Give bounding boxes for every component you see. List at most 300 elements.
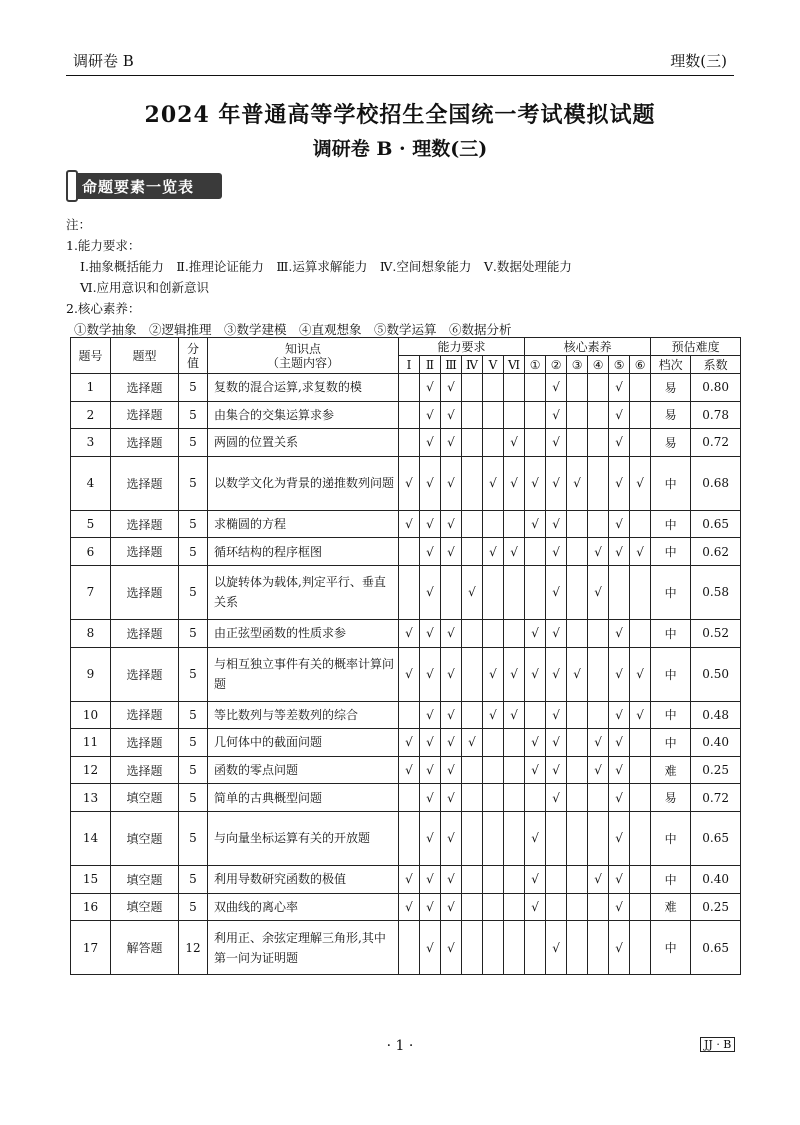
question-score: 5 [179,647,208,701]
question-score: 5 [179,510,208,538]
table-row [71,756,741,784]
core-check: √ [525,510,546,538]
question-type: 选择题 [111,729,179,757]
ability-check: √ [462,729,483,757]
ability-header: 能力要求 [399,338,525,356]
table-row [71,374,741,402]
table-row [71,647,741,701]
core-check [567,811,588,865]
ability-check [462,647,483,701]
table-body [71,374,741,975]
ability-check [504,921,525,975]
ability-check: √ [441,729,462,757]
notes-section [66,214,746,340]
ability-check [504,784,525,812]
header-right: 理数(三) [670,52,727,70]
question-score: 12 [179,921,208,975]
core-check: √ [588,565,609,619]
ability-check: √ [399,510,420,538]
question-type: 填空题 [111,865,179,893]
core-check: √ [588,538,609,566]
core-check: √ [630,647,651,701]
knowledge-point: 循环结构的程序框图 [208,538,399,566]
difficulty-coef: 0.65 [691,921,741,975]
core-check [630,921,651,975]
core-check [609,565,630,619]
ability-check [462,374,483,402]
core-check: √ [546,619,567,647]
core-check: √ [609,701,630,729]
core-check [525,701,546,729]
ability-check: √ [504,701,525,729]
core-heading: 2.核心素养： [66,301,141,316]
knowledge-point: 复数的混合运算,求复数的模 [208,374,399,402]
question-score: 5 [179,784,208,812]
question-number: 13 [71,784,111,812]
difficulty-level: 易 [651,374,691,402]
difficulty-level: 中 [651,921,691,975]
core-check [525,921,546,975]
question-type: 填空题 [111,893,179,921]
difficulty-coef: 0.78 [691,401,741,429]
question-score: 5 [179,456,208,510]
core-check: √ [588,865,609,893]
ability-check: √ [441,921,462,975]
core-col-header: ① [525,356,546,374]
ability-check: √ [504,647,525,701]
ability-check: √ [441,619,462,647]
core-check: √ [546,456,567,510]
ability-check [399,811,420,865]
ability-check: √ [420,921,441,975]
core-check [567,921,588,975]
ability-check: √ [462,565,483,619]
ability-check [483,921,504,975]
col-num-header: 题号 [71,338,111,374]
ability-check: √ [399,865,420,893]
ability-check [483,865,504,893]
core-check: √ [546,510,567,538]
core-check: √ [525,619,546,647]
core-check [630,565,651,619]
question-number: 6 [71,538,111,566]
core-col-header: ⑥ [630,356,651,374]
core-check [630,756,651,784]
core-check: √ [609,374,630,402]
difficulty-coef: 0.40 [691,729,741,757]
col-kp-header [208,338,399,374]
table-row [71,456,741,510]
ability-check [462,893,483,921]
core-check: √ [609,784,630,812]
core-check: √ [525,865,546,893]
question-type: 选择题 [111,701,179,729]
difficulty-coef: 0.40 [691,865,741,893]
difficulty-level: 易 [651,429,691,457]
difficulty-coef: 0.72 [691,429,741,457]
core-check [567,565,588,619]
ability-check [399,374,420,402]
difficulty-level: 易 [651,784,691,812]
question-number: 11 [71,729,111,757]
question-score: 5 [179,893,208,921]
ability-check [504,401,525,429]
difficulty-level: 中 [651,865,691,893]
core-check [567,701,588,729]
difficulty-coef: 0.80 [691,374,741,402]
question-type: 选择题 [111,756,179,784]
core-check [567,865,588,893]
question-type: 填空题 [111,784,179,812]
difficulty-coef: 0.25 [691,756,741,784]
core-check: √ [630,538,651,566]
question-score: 5 [179,538,208,566]
notes-label: 注： [66,217,92,232]
knowledge-point: 以旋转体为载体,判定平行、垂直关系 [208,565,399,619]
core-check [567,401,588,429]
core-col-header: ② [546,356,567,374]
core-check: √ [546,429,567,457]
ability-check: √ [483,456,504,510]
ability-check [483,729,504,757]
ability-line-1: Ⅰ.抽象概括能力 Ⅱ.推理论证能力 Ⅲ.运算求解能力 Ⅳ.空间想象能力 Ⅴ.数据处理能力 [80,259,572,274]
kp-header-a: 知识点 [284,341,321,356]
core-check: √ [609,538,630,566]
core-check [588,374,609,402]
core-check [588,921,609,975]
ability-check: √ [420,729,441,757]
difficulty-level: 难 [651,756,691,784]
core-check [630,510,651,538]
question-number: 15 [71,865,111,893]
score-header-b: 值 [186,355,199,370]
core-check [525,374,546,402]
banner-label: 命题要素一览表 [82,178,195,196]
question-number: 7 [71,565,111,619]
difficulty-coef: 0.65 [691,811,741,865]
ability-check [462,921,483,975]
table-row [71,538,741,566]
knowledge-point: 由集合的交集运算求参 [208,401,399,429]
core-check [567,538,588,566]
difficulty-coef: 0.62 [691,538,741,566]
question-type: 填空题 [111,811,179,865]
question-number: 5 [71,510,111,538]
core-check: √ [546,374,567,402]
ability-check: √ [483,538,504,566]
core-check: √ [609,756,630,784]
knowledge-point: 以数学文化为背景的递推数列问题 [208,456,399,510]
ability-heading: 1.能力要求： [66,238,141,253]
core-check: √ [567,456,588,510]
ability-check [462,429,483,457]
ability-check [483,401,504,429]
ability-check [462,456,483,510]
ability-check [399,565,420,619]
core-check: √ [609,456,630,510]
knowledge-point: 几何体中的截面问题 [208,729,399,757]
ability-check [504,729,525,757]
difficulty-coef: 0.68 [691,456,741,510]
ability-check: √ [420,565,441,619]
ability-check: √ [504,429,525,457]
core-check: √ [609,893,630,921]
core-check: √ [525,811,546,865]
knowledge-point: 由正弦型函数的性质求参 [208,619,399,647]
question-type: 选择题 [111,619,179,647]
core-check [567,510,588,538]
core-check [546,811,567,865]
ability-check [504,619,525,647]
core-check [525,565,546,619]
core-check [630,893,651,921]
ability-check: √ [420,374,441,402]
score-header-a: 分 [186,341,199,356]
page-number: · 1 · [386,1038,414,1054]
ability-check [462,756,483,784]
question-score: 5 [179,401,208,429]
table-row [71,510,741,538]
core-check: √ [546,565,567,619]
ability-check: √ [441,538,462,566]
core-check: √ [525,647,546,701]
ability-check [399,701,420,729]
difficulty-level: 易 [651,401,691,429]
question-score: 5 [179,811,208,865]
core-check [567,784,588,812]
ability-check: √ [420,701,441,729]
ability-check [462,811,483,865]
table-row [71,565,741,619]
question-number: 17 [71,921,111,975]
core-col-header: ④ [588,356,609,374]
ability-check [462,619,483,647]
ability-check: √ [420,865,441,893]
core-check: √ [525,729,546,757]
question-type: 解答题 [111,921,179,975]
ability-col-header: Ⅵ [504,356,525,374]
difficulty-coef: 0.52 [691,619,741,647]
table-row [71,784,741,812]
core-check [567,374,588,402]
ability-col-header: Ⅳ [462,356,483,374]
ability-check [399,921,420,975]
ability-check: √ [420,538,441,566]
core-check [588,893,609,921]
core-check [588,456,609,510]
table-row [71,893,741,921]
page-subtitle: 调研卷 B · 理数(三) [312,138,488,160]
section-banner [66,170,226,202]
question-number: 9 [71,647,111,701]
core-check: √ [609,921,630,975]
question-score: 5 [179,619,208,647]
question-score: 5 [179,865,208,893]
ability-check [399,401,420,429]
question-type: 选择题 [111,647,179,701]
core-check [525,429,546,457]
table-row [71,729,741,757]
ability-check: √ [441,784,462,812]
core-check [588,429,609,457]
ability-check: √ [441,401,462,429]
ability-check: √ [420,784,441,812]
question-number: 14 [71,811,111,865]
core-check: √ [609,619,630,647]
core-check [588,619,609,647]
ability-check: √ [420,456,441,510]
ability-check: √ [420,429,441,457]
requirements-table [70,337,741,975]
core-check [546,865,567,893]
ability-check: √ [441,756,462,784]
core-check: √ [525,893,546,921]
difficulty-header: 预估难度 [651,338,741,356]
difficulty-level: 中 [651,729,691,757]
ability-check: √ [441,865,462,893]
ability-check [462,701,483,729]
core-check [525,784,546,812]
question-number: 10 [71,701,111,729]
core-check: √ [546,538,567,566]
ability-check [504,565,525,619]
ability-check: √ [441,701,462,729]
ability-check [483,565,504,619]
ability-check: √ [420,811,441,865]
core-check: √ [609,729,630,757]
ability-check [462,510,483,538]
core-line: ①数学抽象 ②逻辑推理 ③数学建模 ④直观想象 ⑤数学运算 ⑥数据分析 [74,322,512,337]
ability-check: √ [399,729,420,757]
ability-check: √ [441,893,462,921]
ability-check: √ [504,456,525,510]
core-check: √ [630,456,651,510]
difficulty-level: 中 [651,701,691,729]
knowledge-point: 利用导数研究函数的极值 [208,865,399,893]
ability-check: √ [420,647,441,701]
ability-check: √ [420,619,441,647]
ability-check: √ [441,456,462,510]
core-check: √ [609,865,630,893]
ability-check: √ [441,647,462,701]
ability-check [483,893,504,921]
question-type: 选择题 [111,456,179,510]
core-check: √ [567,647,588,701]
ability-check [483,811,504,865]
col-type-header: 题型 [111,338,179,374]
knowledge-point: 双曲线的离心率 [208,893,399,921]
coef-header: 系数 [691,356,741,374]
question-score: 5 [179,729,208,757]
ability-check: √ [441,510,462,538]
ability-check [483,784,504,812]
difficulty-coef: 0.48 [691,701,741,729]
core-check: √ [546,701,567,729]
core-col-header: ⑤ [609,356,630,374]
question-type: 选择题 [111,401,179,429]
ability-check: √ [399,619,420,647]
knowledge-point: 求椭圆的方程 [208,510,399,538]
kp-header-b: （主题内容） [266,355,339,370]
ability-check [504,510,525,538]
ability-check: √ [420,756,441,784]
level-header: 档次 [651,356,691,374]
core-check [588,784,609,812]
banner-scroll-edge [66,170,78,202]
ability-check [399,538,420,566]
difficulty-level: 中 [651,456,691,510]
ability-check: √ [441,429,462,457]
table-row [71,401,741,429]
core-check: √ [609,429,630,457]
ability-check: √ [420,401,441,429]
core-check [567,729,588,757]
core-check [567,429,588,457]
ability-check: √ [441,374,462,402]
question-number: 3 [71,429,111,457]
ability-check [462,401,483,429]
core-check [546,893,567,921]
core-check [588,647,609,701]
core-check [525,538,546,566]
question-score: 5 [179,756,208,784]
question-number: 8 [71,619,111,647]
knowledge-point: 与向量坐标运算有关的开放题 [208,811,399,865]
ability-col-header: Ⅲ [441,356,462,374]
question-type: 选择题 [111,429,179,457]
knowledge-point: 利用正、余弦定理解三角形,其中第一问为证明题 [208,921,399,975]
core-check: √ [609,647,630,701]
core-check: √ [588,756,609,784]
table-row [71,811,741,865]
ability-col-header: Ⅱ [420,356,441,374]
question-number: 2 [71,401,111,429]
difficulty-coef: 0.25 [691,893,741,921]
core-check [630,811,651,865]
ability-check [483,756,504,784]
difficulty-coef: 0.72 [691,784,741,812]
ability-line-2: Ⅵ.应用意识和创新意识 [80,280,210,295]
core-check [630,784,651,812]
core-check: √ [588,729,609,757]
ability-check [483,429,504,457]
difficulty-level: 中 [651,565,691,619]
knowledge-point: 等比数列与等差数列的综合 [208,701,399,729]
core-check: √ [609,811,630,865]
ability-check: √ [441,811,462,865]
ability-check [483,619,504,647]
question-type: 选择题 [111,374,179,402]
ability-check: √ [399,756,420,784]
ability-check [483,510,504,538]
ability-check [483,374,504,402]
difficulty-level: 中 [651,647,691,701]
question-score: 5 [179,565,208,619]
question-type: 选择题 [111,565,179,619]
core-check [588,401,609,429]
ability-check: √ [420,893,441,921]
ability-check [504,811,525,865]
knowledge-point: 函数的零点问题 [208,756,399,784]
core-check: √ [609,510,630,538]
ability-check: √ [504,538,525,566]
ability-check [441,565,462,619]
core-check: √ [630,701,651,729]
difficulty-level: 中 [651,538,691,566]
ability-check: √ [399,647,420,701]
question-score: 5 [179,429,208,457]
core-check: √ [546,729,567,757]
